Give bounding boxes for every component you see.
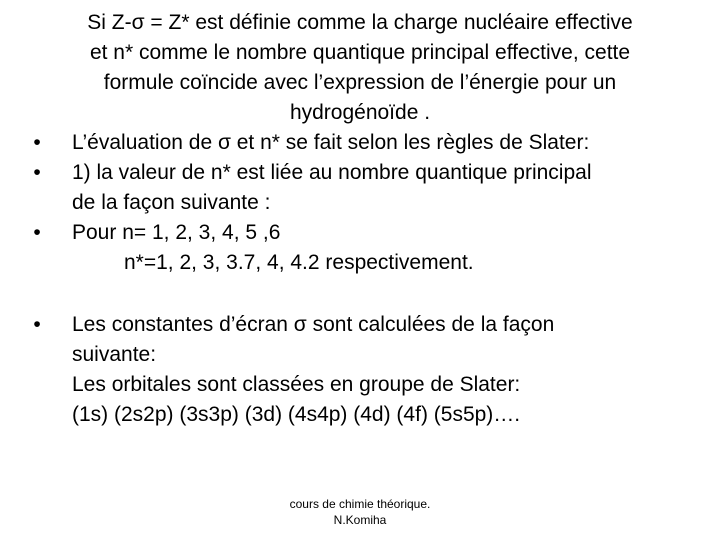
intro-line: hydrogénoïde . [289,101,431,124]
intro-line: formule coïncide avec l’expression de l’énergie pour un [103,71,617,94]
bullet-text: Pour n= 1, 2, 3, 4, 5 ,6 [72,221,281,244]
bullet-icon: • [33,221,41,244]
bullet-text: L’évaluation de σ et n* se fait selon les règles de Slater: [72,131,590,154]
bullet-text: Les constantes d’écran σ sont calculées de la façon [72,313,555,336]
bullet-list [30,128,700,430]
bullet-icon: • [33,313,41,336]
intro-paragraph [30,8,690,128]
slater-groups: (1s) (2s2p) (3s3p) (3d) (4s4p) (4d) (4f) (5s5p)…. [72,403,521,426]
footer [260,496,460,528]
footer-course: cours de chimie théorique. [289,497,431,511]
intro-line: et n* comme le nombre quantique principal effective, cette [89,41,631,64]
n-star-values: n*=1, 2, 3, 3.7, 4, 4.2 respectivement. [124,251,474,274]
spacer [30,278,700,310]
bullet-item-screening-constants [30,310,700,430]
bullet-text: Les orbitales sont classées en groupe de Slater: [72,373,521,396]
bullet-item-slater-rules [30,128,700,158]
bullet-text: de la façon suivante : [72,191,271,214]
bullet-item-n-values [30,218,700,278]
bullet-icon: • [33,131,41,154]
footer-author: N.Komiha [333,513,387,527]
intro-line: Si Z-σ = Z* est définie comme la charge nucléaire effective [87,11,633,34]
bullet-icon: • [33,161,41,184]
bullet-item-n-star-rule [30,158,700,218]
bullet-text: suivante: [72,343,157,366]
bullet-text: 1) la valeur de n* est liée au nombre quantique principal [72,161,592,184]
